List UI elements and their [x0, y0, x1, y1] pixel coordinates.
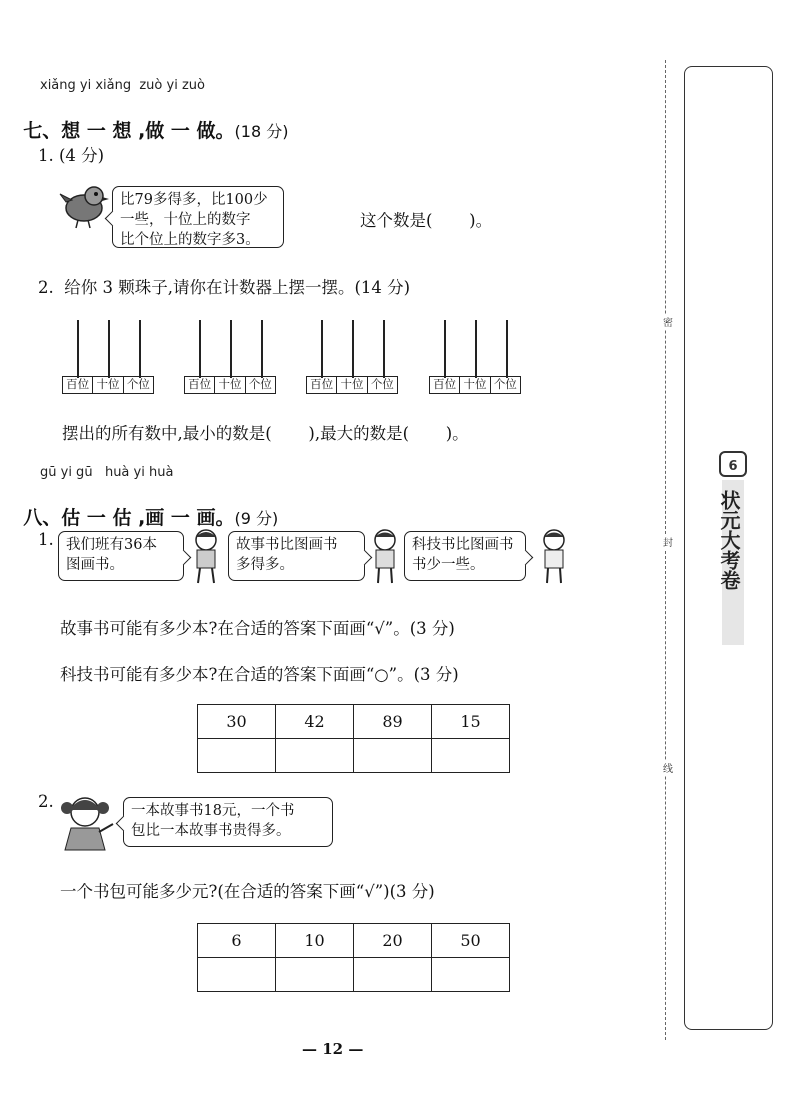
bubble-line: 书少一些。 — [412, 557, 485, 573]
table-cell-option: 30 — [198, 705, 276, 739]
abacus-rod[interactable] — [261, 320, 263, 378]
q7-2-answer: 摆出的所有数中,最小的数是( ),最大的数是( )。 — [62, 424, 469, 443]
place-label-hundreds: 百位 — [430, 377, 460, 393]
seal-char-xian: 线 — [663, 760, 673, 775]
bubble-line: 比79多得多，比100少 — [120, 192, 268, 208]
abacus-2[interactable] — [184, 320, 276, 404]
section8-score: (9 分) — [234, 509, 279, 528]
table-cell-option: 50 — [432, 924, 510, 958]
abacus-rod[interactable] — [383, 320, 385, 378]
answer-cell[interactable] — [276, 739, 354, 773]
brand-logo-text: 状元大考卷 — [717, 490, 741, 590]
girl-illustration — [55, 788, 119, 854]
table-cell-option: 15 — [432, 705, 510, 739]
table-answer-row[interactable] — [198, 958, 510, 992]
svg-text:6: 6 — [728, 459, 738, 474]
abacus-base — [429, 376, 521, 394]
answer-cell[interactable] — [432, 739, 510, 773]
abacus-rod[interactable] — [77, 320, 79, 378]
q7-1-label: 1. (4 分) — [38, 146, 105, 165]
section7-pinyin: xiǎng yi xiǎng zuò yi zuò — [40, 78, 205, 93]
q7-1-speech-bubble — [112, 186, 284, 248]
abacus-rod[interactable] — [108, 320, 110, 378]
speech-bubble-story-books — [228, 531, 365, 581]
section7-score: (18 分) — [234, 122, 289, 141]
abacus-1[interactable] — [62, 320, 154, 404]
bubble-line: 多得多。 — [236, 557, 294, 573]
seal-char-mi: 密 — [663, 314, 673, 329]
place-label-tens: 十位 — [215, 377, 245, 393]
place-label-ones: 个位 — [126, 377, 150, 391]
q8-2-number: 2. — [38, 792, 54, 811]
page-number: — 12 — — [302, 1040, 364, 1058]
abacus-base — [184, 376, 276, 394]
speech-bubble-picture-books — [58, 531, 184, 581]
table-header-row — [198, 705, 510, 739]
bubble-line: 一些，十位上的数字 — [120, 212, 251, 228]
speech-bubble-science-books — [404, 531, 526, 581]
answer-cell[interactable] — [276, 958, 354, 992]
table-answer-row[interactable] — [198, 739, 510, 773]
place-label-hundreds: 百位 — [185, 377, 215, 393]
boy-illustration-2 — [368, 527, 402, 587]
bubble-line: 我们班有36本 — [66, 537, 157, 553]
bubble-line: 包比一本故事书贵得多。 — [131, 823, 291, 839]
abacus-3[interactable] — [306, 320, 398, 404]
q7-2-label: 2. 给你 3 颗珠子,请你在计数器上摆一摆。(14 分) — [38, 278, 411, 297]
place-label-tens: 十位 — [93, 377, 123, 393]
bubble-line: 一本故事书18元，一个书 — [131, 803, 295, 819]
answer-cell[interactable] — [432, 958, 510, 992]
section7-title-text: 七、想 一 想 ,做 一 做。 — [23, 120, 235, 142]
abacus-base — [306, 376, 398, 394]
table-cell-option: 89 — [354, 705, 432, 739]
answer-cell[interactable] — [198, 958, 276, 992]
answer-cell[interactable] — [354, 739, 432, 773]
place-label-hundreds: 百位 — [63, 377, 93, 393]
abacus-base — [62, 376, 154, 394]
abacus-4[interactable] — [429, 320, 521, 404]
table-cell-option: 20 — [354, 924, 432, 958]
place-label-hundreds: 百位 — [307, 377, 337, 393]
section8-title — [10, 481, 278, 530]
bubble-line: 故事书比图画书 — [236, 537, 338, 553]
answer-cell[interactable] — [354, 958, 432, 992]
place-label-tens: 十位 — [337, 377, 367, 393]
q8-2-line: 一个书包可能多少元?(在合适的答案下画“√”)(3 分) — [60, 882, 435, 901]
q8-1-line2: 科技书可能有多少本?在合适的答案下面画“○”。(3 分) — [60, 665, 459, 684]
q8-1-number: 1. — [38, 530, 54, 549]
place-label-ones: 个位 — [248, 377, 272, 391]
abacus-rod[interactable] — [321, 320, 323, 378]
boy-illustration-1 — [187, 527, 225, 587]
place-label-tens: 十位 — [460, 377, 490, 393]
abacus-rod[interactable] — [352, 320, 354, 378]
seal-char-feng: 封 — [663, 534, 673, 549]
section7-title — [10, 94, 288, 143]
abacus-rod[interactable] — [506, 320, 508, 378]
seal-dashed-line — [665, 60, 666, 1040]
abacus-rod[interactable] — [230, 320, 232, 378]
answer-cell[interactable] — [198, 739, 276, 773]
brand-logo — [712, 450, 752, 650]
bubble-line: 图画书。 — [66, 557, 124, 573]
answer-table-2 — [197, 923, 510, 992]
q7-1-answer: 这个数是( )。 — [360, 211, 493, 230]
table-cell-option: 6 — [198, 924, 276, 958]
speech-bubble-schoolbag — [123, 797, 333, 847]
section8-title-text: 八、估 一 估 ,画 一 画。 — [23, 507, 235, 529]
abacus-rod[interactable] — [199, 320, 201, 378]
table-header-row — [198, 924, 510, 958]
boy-illustration-3 — [537, 527, 571, 587]
abacus-rod[interactable] — [139, 320, 141, 378]
bubble-line: 比个位上的数字多3。 — [120, 232, 260, 248]
section8-pinyin: gū yi gū huà yi huà — [40, 465, 174, 480]
bird-illustration — [58, 182, 110, 230]
place-label-ones: 个位 — [370, 377, 394, 391]
abacus-rod[interactable] — [475, 320, 477, 378]
table-cell-option: 42 — [276, 705, 354, 739]
answer-table-1 — [197, 704, 510, 773]
abacus-rod[interactable] — [444, 320, 446, 378]
bubble-line: 科技书比图画书 — [412, 537, 514, 553]
place-label-ones: 个位 — [493, 377, 517, 391]
table-cell-option: 10 — [276, 924, 354, 958]
q8-1-line1: 故事书可能有多少本?在合适的答案下面画“√”。(3 分) — [60, 619, 455, 638]
